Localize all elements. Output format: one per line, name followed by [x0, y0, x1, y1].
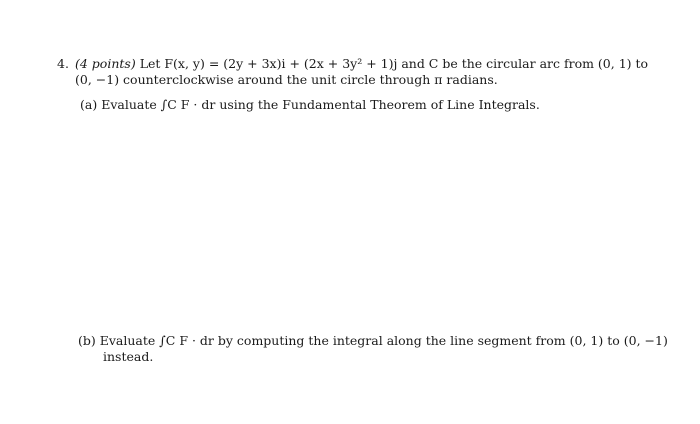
- part-a-text: Evaluate ∫C F · dr using the Fundamental Theorem of Line Integrals.: [101, 97, 540, 112]
- part-b-continuation: instead.: [103, 349, 154, 364]
- points-label: (4 points): [75, 56, 136, 71]
- part-b-text-1: Evaluate ∫C F · dr by computing the integral along the line segment from (0, 1) to (0, −1): [99, 333, 668, 348]
- problem-statement-line-1: [75, 56, 648, 72]
- problem-number: 4.: [57, 56, 69, 71]
- problem-statement-line-2: (0, −1) counterclockwise around the unit circle through π radians.: [75, 72, 498, 87]
- part-b: [78, 333, 668, 349]
- part-b-label: (b): [78, 333, 96, 348]
- part-a-label: (a): [80, 97, 98, 112]
- problem-intro-1: Let F(x, y) = (2y + 3x)i + (2x + 3y² + 1)j and C be the circular arc from (0, 1) to: [139, 56, 649, 71]
- part-a: [80, 97, 540, 113]
